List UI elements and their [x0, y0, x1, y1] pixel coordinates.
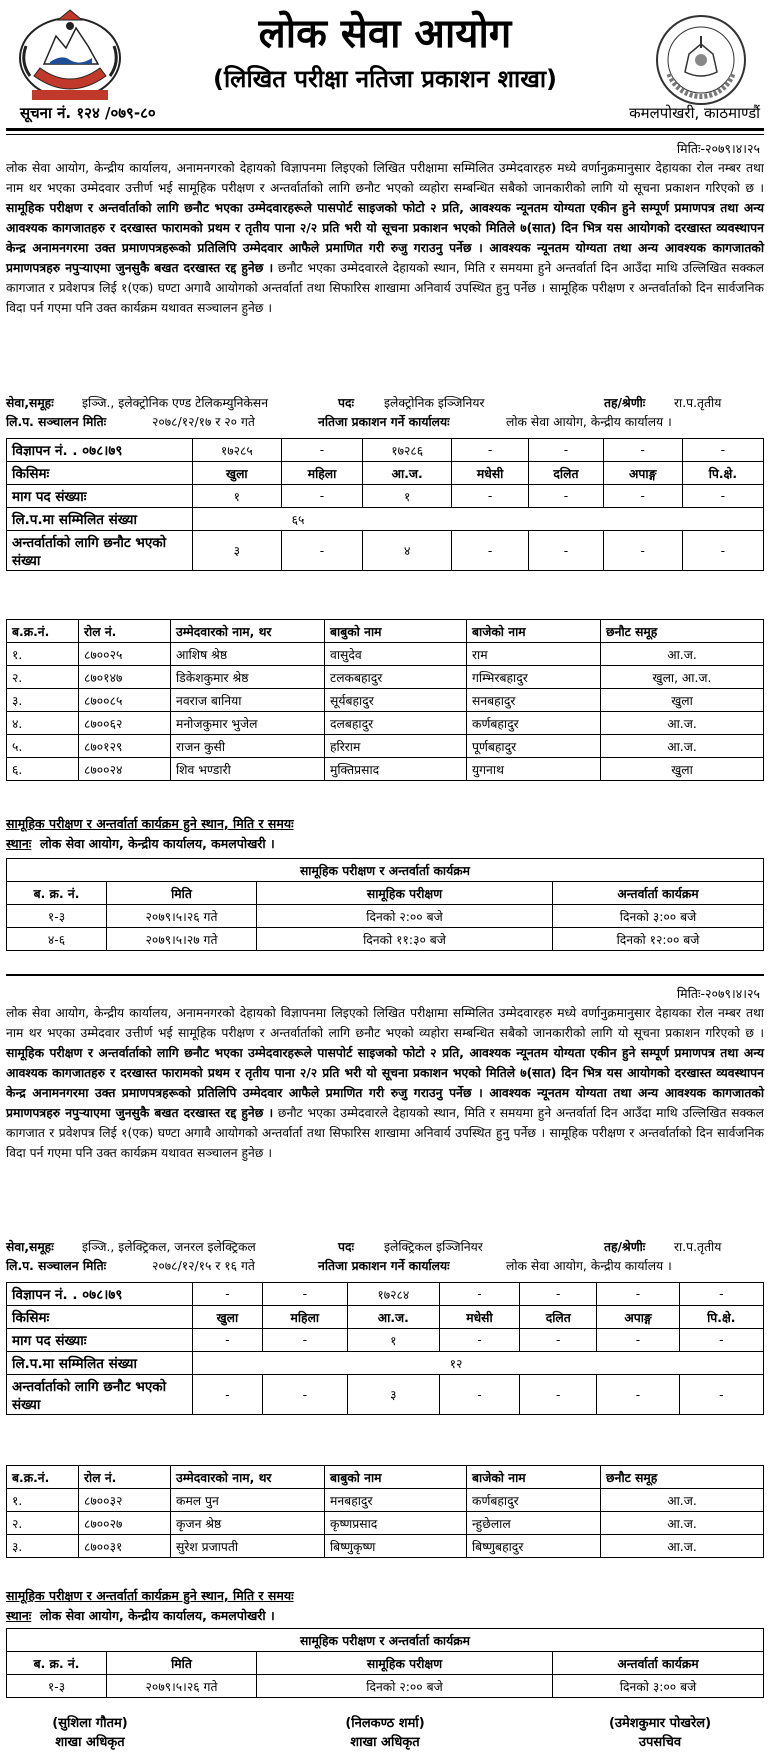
grandfather-cell: पूर्णबहादुर: [467, 735, 601, 758]
category-header: आ.ज.: [347, 1306, 439, 1329]
roll-cell: ८७०१२९: [79, 735, 171, 758]
candidate-table-1: [6, 619, 764, 781]
selected-cell: -: [281, 531, 363, 571]
signature-block: [10, 1714, 170, 1752]
sched-col-interview: अन्तर्वार्ता कार्यक्रम: [553, 882, 764, 905]
serial-cell: ३.: [7, 689, 79, 712]
ad-number-cell: -: [682, 439, 763, 462]
demand-cell: -: [439, 1329, 519, 1352]
demand-label: माग पद संख्याः: [7, 1329, 193, 1352]
department-name: (लिखित परीक्षा नतिजा प्रकाशन शाखा): [212, 65, 558, 93]
venue-label: स्थानः: [6, 836, 32, 851]
demand-cell: -: [452, 485, 529, 508]
category-header: अपाङ्ग: [603, 462, 682, 485]
category-label: किसिमः: [7, 462, 193, 485]
roll-cell: ८७०१४७: [79, 666, 171, 689]
participants-value: ६५: [291, 512, 305, 527]
signature-block: [560, 1714, 760, 1752]
program-heading: सामूहिक परीक्षण र अन्तर्वार्ता कार्यक्रम हुने स्थान, मिति र समयः: [6, 816, 294, 831]
col-name: उम्मेदवारको नाम, थर: [171, 1466, 325, 1489]
service-value: इञ्जि., इलेक्ट्रोनिक एण्ड टेलिकम्युनिकेसन: [82, 396, 269, 410]
selected-cell: -: [682, 531, 763, 571]
grandfather-cell: न्हुछेलाल: [467, 1512, 601, 1535]
group-cell: आ.ज.: [601, 1489, 764, 1512]
commission-seal-icon: [655, 14, 747, 106]
sched-interview-time: दिनको ३:०० बजे: [553, 1675, 764, 1698]
demand-cell: -: [603, 485, 682, 508]
grandfather-cell: कर्णबहादुर: [467, 712, 601, 735]
name-cell: कमल पुन: [171, 1489, 325, 1512]
advertisement-table-2: [6, 1282, 764, 1415]
group-cell: आ.ज.: [601, 712, 764, 735]
name-cell: आशिष श्रेष्ठ: [171, 643, 325, 666]
sched-serial: १-३: [7, 905, 107, 928]
father-cell: सूर्यबहादुर: [325, 689, 467, 712]
demand-cell: -: [281, 485, 363, 508]
schedule-table-1: [6, 858, 764, 951]
participants-count: [193, 508, 764, 531]
sched-col-serial: ब. क्र. नं.: [7, 882, 107, 905]
demand-label: माग पद संख्याः: [7, 485, 193, 508]
signatory-name: (उमेशकुमार पोखरेल): [608, 1716, 712, 1731]
serial-cell: १.: [7, 643, 79, 666]
selected-cell: -: [452, 531, 529, 571]
col-group: छनौट समूह: [601, 620, 764, 643]
table-row: [7, 712, 764, 735]
sched-date: २०७९।५।२७ गते: [107, 928, 257, 951]
sched-col-group: सामूहिक परीक्षण: [257, 1652, 553, 1675]
ad-number-label: विज्ञापन नं. . ०७८।७९: [7, 1283, 193, 1306]
exam-date-value: २०७८/१२/१७ र २० गते: [152, 415, 255, 429]
table-row: [7, 1675, 764, 1698]
level-label: तह/श्रेणीः: [604, 396, 646, 410]
post-value: इलेक्ट्रिकल इञ्जिनियर: [384, 1240, 483, 1254]
post-meta-1: [6, 394, 764, 432]
selected-label: अन्तर्वार्ताको लागि छनौट भएको संख्या: [7, 1375, 193, 1415]
venue-value: लोक सेवा आयोग, केन्द्रीय कार्यालय, कमलपोखरी ।: [40, 836, 275, 851]
sched-col-group: सामूहिक परीक्षण: [257, 882, 553, 905]
level-label: तह/श्रेणीः: [604, 1240, 646, 1254]
table-row: [7, 1489, 764, 1512]
father-cell: मनबहादुर: [325, 1489, 467, 1512]
ad-number-cell: -: [262, 1283, 347, 1306]
col-roll: रोल नं.: [79, 1466, 171, 1489]
result-section-electronics: [6, 140, 764, 318]
group-cell: आ.ज.: [601, 1535, 764, 1558]
service-label: सेवा,समूहः: [6, 396, 54, 410]
sched-date: २०७९।५।२६ गते: [107, 1675, 257, 1698]
office-location: कमलपोखरी, काठमाण्डौं: [629, 104, 760, 122]
roll-cell: ८७००३२: [79, 1489, 171, 1512]
signatory-title: शाखा अधिकृत: [55, 1735, 125, 1750]
grandfather-cell: युगनाथ: [467, 758, 601, 781]
organization-name: लोक सेवा आयोग: [258, 11, 512, 57]
participants-value: १२: [449, 1356, 463, 1371]
venue-value: लोक सेवा आयोग, केन्द्रीय कार्यालय, कमलपोखरी ।: [40, 1608, 275, 1623]
header-rule: [6, 128, 764, 131]
ad-number-cell: -: [520, 1283, 597, 1306]
category-header: मधेसी: [439, 1306, 519, 1329]
serial-cell: ५.: [7, 735, 79, 758]
serial-cell: ६.: [7, 758, 79, 781]
col-father: बाबुको नाम: [325, 620, 467, 643]
ad-number-cell: १७२८४: [347, 1283, 439, 1306]
roll-cell: ८७००६२: [79, 712, 171, 735]
signatory-title: उपसचिव: [638, 1735, 682, 1750]
ad-number-cell: -: [679, 1283, 763, 1306]
post-value: इलेक्ट्रोनिक इञ्जिनियर: [384, 396, 485, 410]
sched-col-date: मिति: [107, 882, 257, 905]
office-value: लोक सेवा आयोग, केन्द्रीय कार्यालय ।: [506, 1259, 672, 1273]
ad-number-cell: -: [452, 439, 529, 462]
sched-serial: ४-६: [7, 928, 107, 951]
col-serial: ब.क्र.नं.: [7, 1466, 79, 1489]
post-label: पदः: [338, 1240, 354, 1254]
office-label: नतिजा प्रकाशन गर्ने कार्यालयः: [318, 415, 450, 429]
category-header: अपाङ्ग: [597, 1306, 679, 1329]
para-instructions: सामूहिक परीक्षण र अन्तर्वार्ताको लागि छनौट भएका उम्मेदवारहरूले पासपोर्ट साइजको फोटो २ प्रति, आवश्यक न्यूनतम योग्यता एकीन हुने सम्पूर्ण प्रमाणपत्र तथा अन्य आवश्यक कागजातहरु र दरखास्त फारामको प्रथम र तृतीय पाना २/२ प्रति भरी यो सूचना प्रकाशन भएको मितिले ७(सात) दिन भित्र यस आयोगको दरखास्त व्यवस्थापन केन्द्र अनामनगरमा उक्त प्रमाणपत्रहरूको प्रतिलिपि उम्मेदवार आफैले प्रमाणित गरी रुजु गराउनु पर्नेछ । आवश्यक न्यूनतम योग्यता तथा अन्य आवश्यक कागजातको प्रमाणपत्रहरु नपुऱ्याएमा जुनसुकै बखत दरखास्त रद्द हुनेछ ।: [6, 1046, 765, 1120]
name-cell: डिकेशकुमार श्रेष्ठ: [171, 666, 325, 689]
category-header: खुला: [193, 462, 282, 485]
name-cell: शिव भण्डारी: [171, 758, 325, 781]
sched-interview-time: दिनको १२:०० बजे: [553, 928, 764, 951]
exam-date-label: लि.प. सञ्चालन मितिः: [6, 1259, 107, 1273]
signatory-name: (निलकण्ठ शर्मा): [345, 1716, 425, 1731]
category-header: पि.क्षे.: [682, 462, 763, 485]
ad-number-cell: -: [597, 1283, 679, 1306]
header-rule-thin: [6, 134, 764, 135]
notice-date: मितिः-२०७९।४।२५: [676, 986, 760, 1001]
signature-block: [300, 1714, 470, 1752]
demand-cell: -: [529, 485, 603, 508]
ad-number-cell: -: [439, 1283, 519, 1306]
exam-date-value: २०७८/१२/१५ र १६ गते: [152, 1259, 255, 1273]
post-label: पदः: [338, 396, 354, 410]
sched-interview-time: दिनको ३:०० बजे: [553, 905, 764, 928]
demand-cell: -: [679, 1329, 763, 1352]
selected-cell: ३: [193, 531, 282, 571]
venue-line: [6, 1606, 764, 1626]
program-info-2: [6, 1586, 764, 1626]
roll-cell: ८७००२५: [79, 643, 171, 666]
selected-cell: -: [193, 1375, 263, 1415]
name-cell: सुरेश प्रजापती: [171, 1535, 325, 1558]
category-header: आ.ज.: [363, 462, 452, 485]
level-value: रा.प.तृतीय: [674, 396, 722, 410]
candidate-table-2: [6, 1465, 764, 1558]
category-header: दलित: [529, 462, 603, 485]
serial-cell: ३.: [7, 1535, 79, 1558]
advertisement-table-1: [6, 438, 764, 571]
demand-cell: १: [193, 485, 282, 508]
table-row: [7, 758, 764, 781]
program-heading: सामूहिक परीक्षण र अन्तर्वार्ता कार्यक्रम हुने स्थान, मिति र समयः: [6, 1588, 294, 1603]
grandfather-cell: सनबहादुर: [467, 689, 601, 712]
para-intro: लोक सेवा आयोग, केन्द्रीय कार्यालय, अनामनगरको देहायको विज्ञापनमा लिइएको लिखित परीक्षामा सम्मिलित उम्मेदवारहरु मध्ये वर्णानुक्रमानुसार देहायका रोल नम्बर तथा नाम थर भएका उम्मेदवार उत्तीर्ण भई सामूहिक परीक्षण र अन्तर्वार्ताको लागि छनौट भएको व्यहोरा सम्बन्धित सबैको जानकारीको लागि यो सूचना प्रकाशन गरिएको छ ।: [6, 1006, 764, 1040]
service-value: इञ्जि., इलेक्ट्रिकल, जनरल इलेक्ट्रिकल: [82, 1240, 256, 1254]
father-cell: बिष्णुकृष्ण: [325, 1535, 467, 1558]
notice-number: सूचना नं. १२४ /०७९-८०: [20, 104, 156, 122]
group-cell: खुला: [601, 689, 764, 712]
sched-group-time: दिनको ११:३० बजे: [257, 928, 553, 951]
table-row: [7, 905, 764, 928]
table-row: [7, 1535, 764, 1558]
category-header: मधेसी: [452, 462, 529, 485]
name-cell: मनोजकुमार भुजेल: [171, 712, 325, 735]
selected-cell: ४: [363, 531, 452, 571]
notice-paragraph: [6, 158, 764, 318]
col-serial: ब.क्र.नं.: [7, 620, 79, 643]
schedule-title: सामूहिक परीक्षण र अन्तर्वार्ता कार्यक्रम: [7, 1629, 764, 1652]
table-row: [7, 928, 764, 951]
demand-cell: -: [520, 1329, 597, 1352]
father-cell: हरिराम: [325, 735, 467, 758]
service-label: सेवा,समूहः: [6, 1240, 54, 1254]
col-group: छनौट समूह: [601, 1466, 764, 1489]
grandfather-cell: गम्भिरबहादुर: [467, 666, 601, 689]
roll-cell: ८७००३१: [79, 1535, 171, 1558]
participants-label: लि.प.मा सम्मिलित संख्या: [7, 1352, 193, 1375]
category-header: खुला: [193, 1306, 263, 1329]
roll-cell: ८७००२४: [79, 758, 171, 781]
selected-cell: -: [439, 1375, 519, 1415]
sched-group-time: दिनको २:०० बजे: [257, 1675, 553, 1698]
grandfather-cell: राम: [467, 643, 601, 666]
demand-cell: -: [193, 1329, 263, 1352]
table-row: [7, 1512, 764, 1535]
result-section-electrical: [6, 985, 764, 1163]
para-attendance: छनौट भएका उम्मेदवारले देहायको स्थान, मिति र समयमा हुने अन्तर्वार्ता दिन आउँदा माथि उल्लिखित सक्कल कागजात र प्रवेशपत्र लिई १(एक) घण्टा अगावै आयोगको अन्तर्वार्ता तथा सिफारिस शाखामा अनिवार्य उपस्थित हुनु पर्नेछ । सामूहिक परीक्षण र अन्तर्वार्ताको दिन सार्वजनिक विदा पर्न गएमा पनि उक्त कार्यक्रम यथावत सञ्चालन हुनेछ ।: [6, 1106, 764, 1160]
office-label: नतिजा प्रकाशन गर्ने कार्यालयः: [318, 1259, 450, 1273]
signatory-name: (सुशिला गौतम): [52, 1716, 128, 1731]
father-cell: मुक्तिप्रसाद: [325, 758, 467, 781]
selected-cell: -: [603, 531, 682, 571]
table-row: [7, 689, 764, 712]
office-value: लोक सेवा आयोग, केन्द्रीय कार्यालय ।: [506, 415, 672, 429]
exam-date-label: लि.प. सञ्चालन मितिः: [6, 415, 107, 429]
level-value: रा.प.तृतीय: [674, 1240, 722, 1254]
demand-cell: १: [347, 1329, 439, 1352]
notice-paragraph: [6, 1003, 764, 1163]
sched-col-date: मिति: [107, 1652, 257, 1675]
selected-cell: -: [520, 1375, 597, 1415]
table-row: [7, 643, 764, 666]
col-father: बाबुको नाम: [325, 1466, 467, 1489]
selected-cell: -: [679, 1375, 763, 1415]
program-info-1: [6, 814, 764, 854]
selected-cell: ३: [347, 1375, 439, 1415]
group-cell: खुला: [601, 758, 764, 781]
serial-cell: ४.: [7, 712, 79, 735]
venue-line: [6, 834, 764, 854]
ad-number-cell: -: [603, 439, 682, 462]
father-cell: वासुदेव: [325, 643, 467, 666]
ad-number-cell: -: [281, 439, 363, 462]
name-cell: नवराज बानिया: [171, 689, 325, 712]
para-instructions: सामूहिक परीक्षण र अन्तर्वार्ताको लागि छनौट भएका उम्मेदवारहरूले पासपोर्ट साइजको फोटो २ प्रति, आवश्यक न्यूनतम योग्यता एकीन हुने सम्पूर्ण प्रमाणपत्र तथा अन्य आवश्यक कागजातहरु र दरखास्त फारामको प्रथम र तृतीय पाना २/२ प्रति भरी यो सूचना प्रकाशन भएको मितिले ७(सात) दिन भित्र यस आयोगको दरखास्त व्यवस्थापन केन्द्र अनामनगरमा उक्त प्रमाणपत्रहरूको प्रतिलिपि उम्मेदवार आफैले प्रमाणित गरी रुजु गराउनु पर्नेछ । आवश्यक न्यूनतम योग्यता तथा अन्य आवश्यक कागजातको प्रमाणपत्रहरु नपुऱ्याएमा जुनसुकै बखत दरखास्त रद्द हुनेछ ।: [6, 201, 765, 275]
group-cell: खुला, आ.ज.: [601, 666, 764, 689]
ad-number-cell: १७२८५: [193, 439, 282, 462]
category-header: महिला: [281, 462, 363, 485]
selected-cell: -: [529, 531, 603, 571]
sched-col-interview: अन्तर्वार्ता कार्यक्रम: [553, 1652, 764, 1675]
group-cell: आ.ज.: [601, 1512, 764, 1535]
roll-cell: ८७००२७: [79, 1512, 171, 1535]
schedule-table-2: [6, 1628, 764, 1698]
participants-count: [193, 1352, 764, 1375]
ad-number-cell: १७२८६: [363, 439, 452, 462]
participants-label: लि.प.मा सम्मिलित संख्या: [7, 508, 193, 531]
table-row: [7, 735, 764, 758]
col-name: उम्मेदवारको नाम, थर: [171, 620, 325, 643]
father-cell: दलबहादुर: [325, 712, 467, 735]
col-roll: रोल नं.: [79, 620, 171, 643]
demand-cell: -: [262, 1329, 347, 1352]
signatory-title: शाखा अधिकृत: [350, 1735, 420, 1750]
category-label: किसिमः: [7, 1306, 193, 1329]
selected-label: अन्तर्वार्ताको लागि छनौट भएको संख्या: [7, 531, 193, 571]
selected-cell: -: [262, 1375, 347, 1415]
notice-date: मितिः-२०७९।४।२५: [676, 141, 760, 156]
demand-cell: -: [597, 1329, 679, 1352]
selected-cell: -: [597, 1375, 679, 1415]
serial-cell: २.: [7, 666, 79, 689]
group-cell: आ.ज.: [601, 643, 764, 666]
father-cell: कृष्णप्रसाद: [325, 1512, 467, 1535]
schedule-title: सामूहिक परीक्षण र अन्तर्वार्ता कार्यक्रम: [7, 859, 764, 882]
para-attendance: छनौट भएका उम्मेदवारले देहायको स्थान, मिति र समयमा हुने अन्तर्वार्ता दिन आउँदा माथि उल्लिखित सक्कल कागजात र प्रवेशपत्र लिई १(एक) घण्टा अगावै आयोगको अन्तर्वार्ता तथा सिफारिस शाखामा अनिवार्य उपस्थित हुनु पर्नेछ । सामूहिक परीक्षण र अन्तर्वार्ताको दिन सार्वजनिक विदा पर्न गएमा पनि उक्त कार्यक्रम यथावत सञ्चालन हुनेछ ।: [6, 261, 764, 315]
venue-label: स्थानः: [6, 1608, 32, 1623]
sched-group-time: दिनको २:०० बजे: [257, 905, 553, 928]
sched-serial: १-३: [7, 1675, 107, 1698]
page-header: [0, 0, 770, 140]
category-header: महिला: [262, 1306, 347, 1329]
category-header: पि.क्षे.: [679, 1306, 763, 1329]
post-meta-2: [6, 1238, 764, 1276]
serial-cell: १.: [7, 1489, 79, 1512]
demand-cell: १: [363, 485, 452, 508]
name-cell: कृजन श्रेष्ठ: [171, 1512, 325, 1535]
ad-number-cell: -: [529, 439, 603, 462]
sched-date: २०७९।५।२६ गते: [107, 905, 257, 928]
group-cell: आ.ज.: [601, 735, 764, 758]
demand-cell: -: [682, 485, 763, 508]
col-grandfather: बाजेको नाम: [467, 620, 601, 643]
category-header: दलित: [520, 1306, 597, 1329]
serial-cell: २.: [7, 1512, 79, 1535]
grandfather-cell: बिष्णुबहादुर: [467, 1535, 601, 1558]
father-cell: टलकबहादुर: [325, 666, 467, 689]
para-intro: लोक सेवा आयोग, केन्द्रीय कार्यालय, अनामनगरको देहायको विज्ञापनमा लिइएको लिखित परीक्षामा सम्मिलित उम्मेदवारहरु मध्ये वर्णानुक्रमानुसार देहायका रोल नम्बर तथा नाम थर भएका उम्मेदवार उत्तीर्ण भई सामूहिक परीक्षण र अन्तर्वार्ताको लागि छनौट भएको व्यहोरा सम्बन्धित सबैको जानकारीको लागि यो सूचना प्रकाशन गरिएको छ ।: [6, 161, 764, 195]
ad-number-cell: -: [193, 1283, 263, 1306]
col-grandfather: बाजेको नाम: [467, 1466, 601, 1489]
ad-number-label: विज्ञापन नं. . ०७८।७९: [7, 439, 193, 462]
name-cell: राजन कुसी: [171, 735, 325, 758]
grandfather-cell: कर्णबहादुर: [467, 1489, 601, 1512]
sched-col-serial: ब. क्र. नं.: [7, 1652, 107, 1675]
table-row: [7, 666, 764, 689]
roll-cell: ८७००८५: [79, 689, 171, 712]
section-divider: [6, 974, 764, 976]
